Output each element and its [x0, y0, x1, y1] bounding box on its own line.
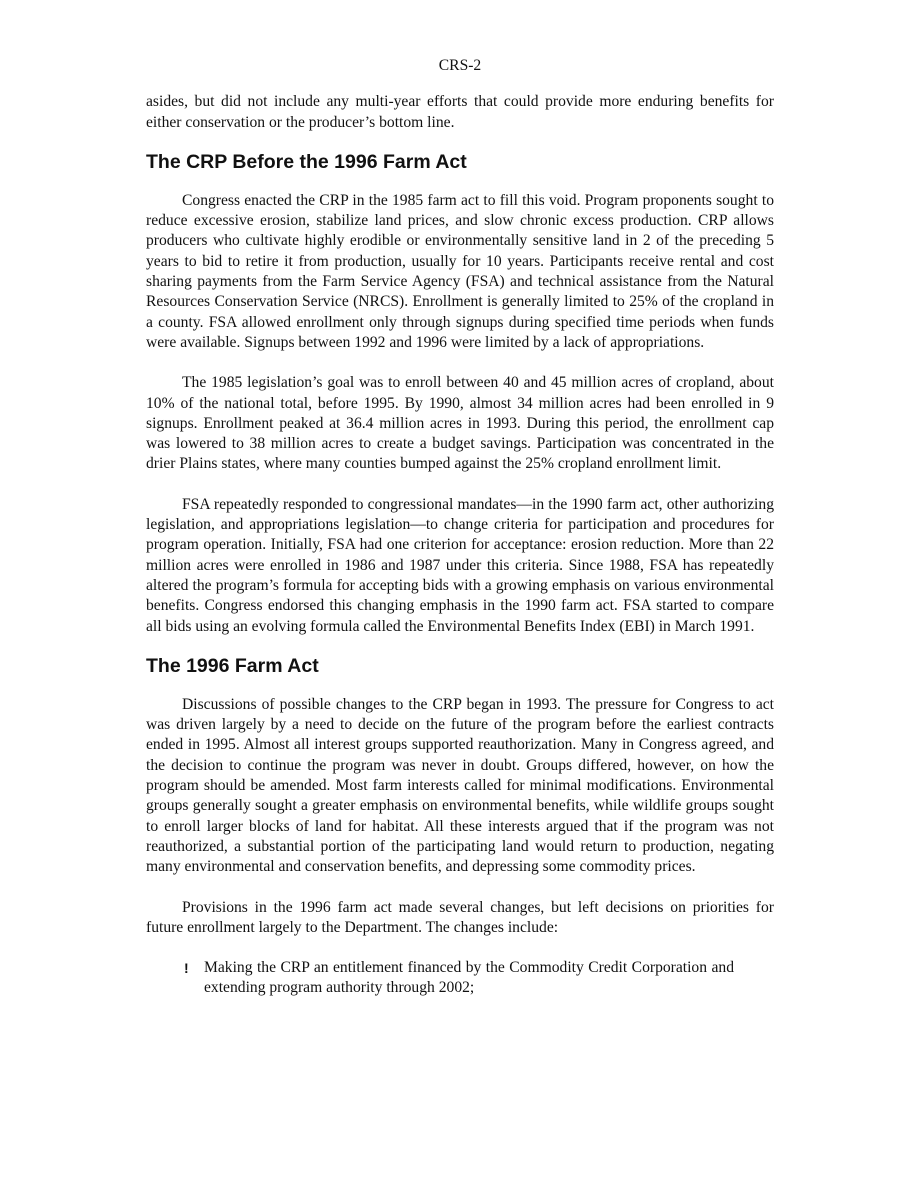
paragraph: The 1985 legislation’s goal was to enroll between 40 and 45 million acres of cropland, about 10% of the national total, before 1995. By 1990, almost 34 million acres had been enrolled in 9 signups. Enrollment peaked at 36.4 million acres in 1993. During this period, the enrollment cap was lowered to 38 million acres to create a budget savings. Participation was concentrated in the drier Plains states, where many counties bumped against the 25% cropland enrollment limit. — [146, 374, 774, 473]
document-page — [146, 56, 774, 999]
bullet-icon: ! — [184, 960, 189, 977]
section-heading-crp-before-1996: The CRP Before the 1996 Farm Act — [146, 150, 467, 173]
paragraph: Congress enacted the CRP in the 1985 farm act to fill this void. Program proponents sought to reduce excessive erosion, stabilize land prices, and slow chronic excess production. CRP allows producers who cultivate highly erodible or environmentally sensitive land in 2 of the preceding 5 years to bid to retire it from production, usually for 10 years. Participants receive rental and cost sharing payments from the Farm Service Agency (FSA) and technical assistance from the Natural Resources Conservation Service (NRCS). Enrollment is generally limited to 25% of the cropland in a county. FSA allowed enrollment only through signups during specified time periods when funds were available. Signups between 1992 and 1996 were limited by a lack of appropriations. — [146, 191, 774, 351]
intro-paragraph: asides, but did not include any multi-year efforts that could provide more enduring benefits for either conservation or the producer’s bottom line. — [146, 93, 774, 131]
page-header: CRS-2 — [438, 57, 482, 74]
paragraph: Provisions in the 1996 farm act made several changes, but left decisions on priorities for future enrollment largely to the Department. The changes include: — [146, 898, 774, 936]
paragraph: Discussions of possible changes to the CRP began in 1993. The pressure for Congress to act was driven largely by a need to decide on the future of the program before the earliest contracts ended in 1995. Almost all interest groups supported reauthorization. Many in Congress agreed, and the decision to continue the program was never in doubt. Groups differed, however, on how the program should be amended. Most farm interests called for minimal modifications. Environmental groups generally sought a greater emphasis on environmental benefits, while wildlife groups sought to enroll larger blocks of land for habitat. All these interests argued that if the program was not reauthorized, a substantial portion of the participating land would return to production, negating many environmental and conservation benefits, and depressing some commodity prices. — [146, 695, 774, 876]
changes-list — [146, 958, 774, 999]
paragraph: FSA repeatedly responded to congressional mandates—in the 1990 farm act, other authorizing legislation, and appropriations legislation—to change criteria for participation and procedures for program operation. Initially, FSA had one criterion for acceptance: erosion reduction. More than 22 million acres were enrolled in 1986 and 1987 under this criteria. Since 1988, FSA has repeatedly altered the program’s formula for accepting bids with a growing emphasis on various environmental benefits. Congress endorsed this changing emphasis in the 1990 farm act. FSA started to compare all bids using an evolving formula called the Environmental Benefits Index (EBI) in March 1991. — [146, 495, 774, 635]
section-heading-1996-farm-act: The 1996 Farm Act — [146, 654, 319, 677]
list-item-text: Making the CRP an entitlement financed by the Commodity Credit Corporation and extending program authority through 2002; — [204, 959, 734, 997]
list-item — [146, 958, 774, 999]
